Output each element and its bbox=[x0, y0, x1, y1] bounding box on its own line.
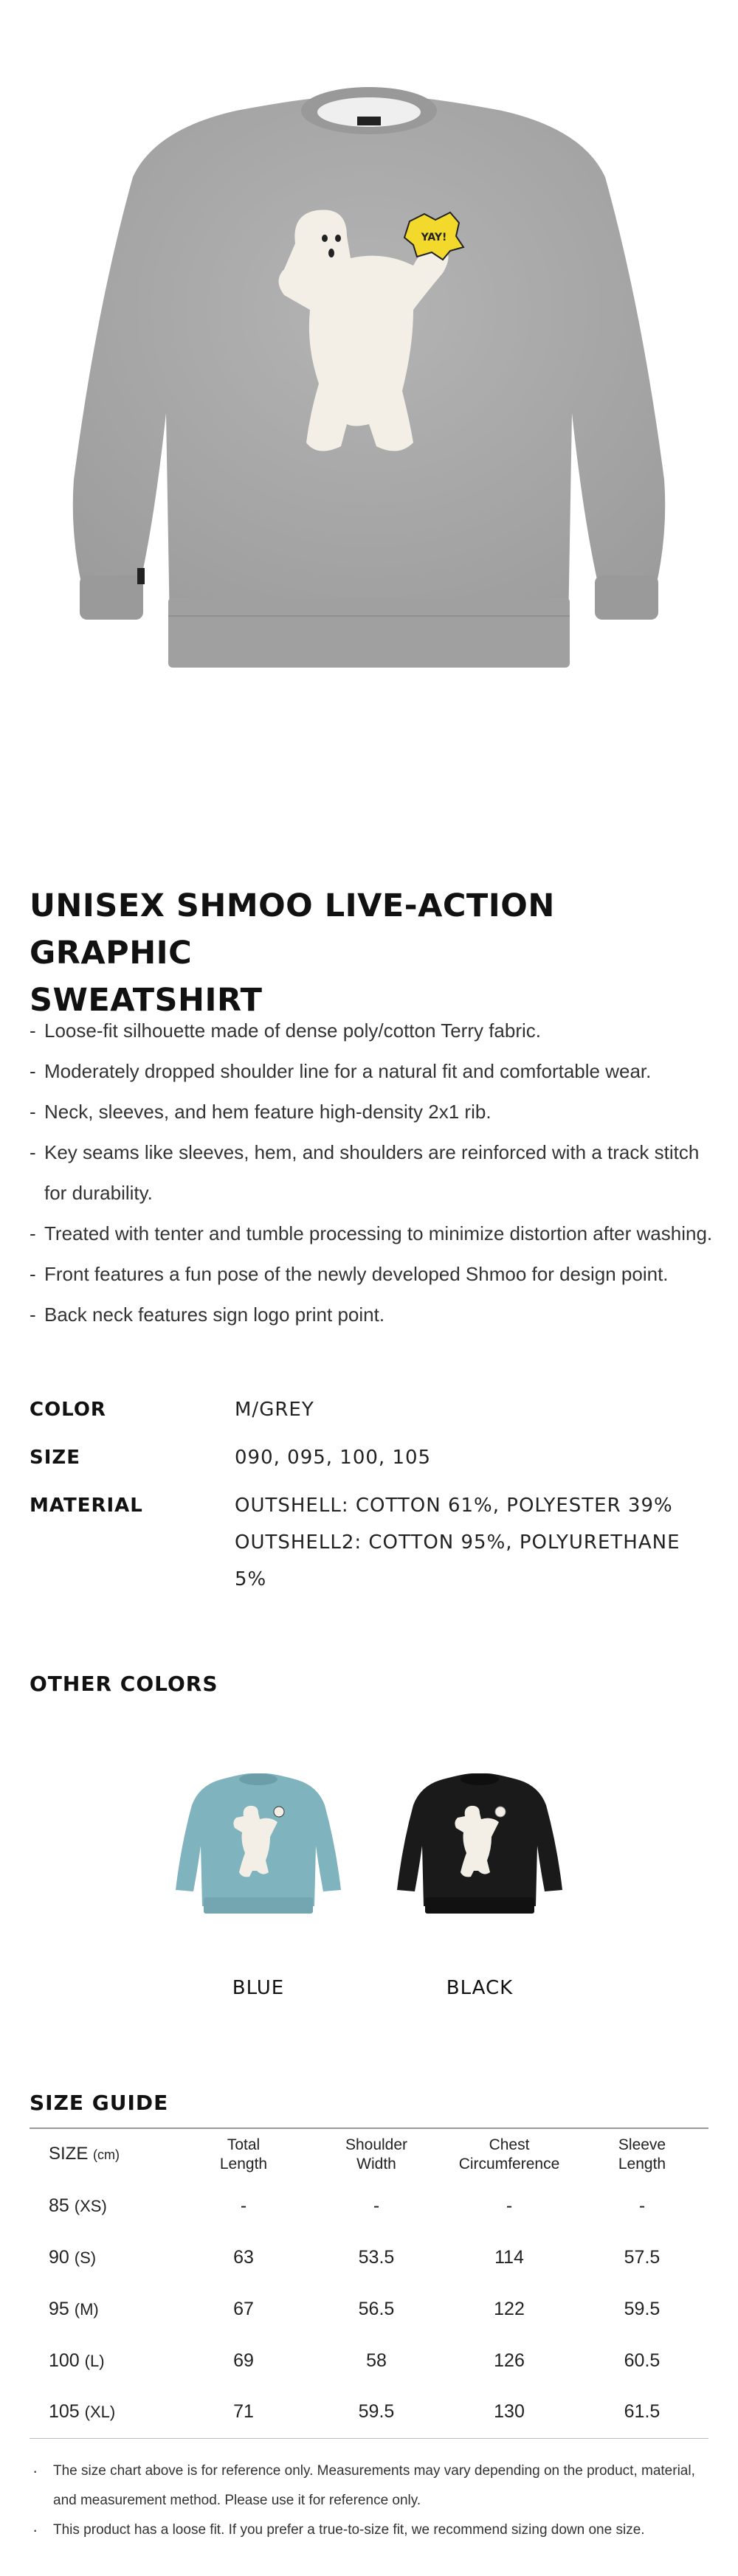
column-header-size: SIZE (cm) bbox=[49, 2144, 120, 2164]
material-line: OUTSHELL2: COTTON 95%, POLYURETHANE 5% bbox=[235, 1531, 680, 1590]
material-line: OUTSHELL: COTTON 61%, POLYESTER 39% bbox=[235, 1495, 673, 1517]
spec-label: SIZE bbox=[30, 1447, 81, 1469]
table-cell: 67 bbox=[233, 2298, 254, 2319]
table-cell: 63 bbox=[233, 2246, 254, 2268]
table-cell: 53.5 bbox=[358, 2246, 395, 2268]
spec-value bbox=[235, 1487, 708, 1598]
table-cell: 122 bbox=[494, 2298, 525, 2319]
size-cell: 105 (XL) bbox=[49, 2401, 116, 2423]
column-header: Shoulder Width bbox=[345, 2136, 408, 2172]
table-cell: 114 bbox=[494, 2246, 524, 2268]
feature-item: - Key seams like sleeves, hem, and shoulders are reinforced with a track stitch for durability. bbox=[30, 1132, 716, 1213]
size-cell: 85 (XS) bbox=[49, 2195, 107, 2216]
feature-item: - Moderately dropped shoulder line for a natural fit and comfortable wear. bbox=[30, 1051, 716, 1092]
table-cell: 59.5 bbox=[624, 2298, 661, 2319]
size-cell: 90 (S) bbox=[49, 2246, 97, 2268]
table-cell: 56.5 bbox=[358, 2298, 395, 2319]
table-row bbox=[30, 2283, 708, 2335]
swatch-label-blue[interactable]: BLUE bbox=[232, 1977, 285, 1999]
table-row bbox=[30, 2335, 708, 2386]
feature-item: - Loose-fit silhouette made of dense poly/cotton Terry fabric. bbox=[30, 1011, 716, 1051]
column-header: Chest Circumference bbox=[458, 2136, 560, 2172]
spec-value: 090, 095, 100, 105 bbox=[235, 1447, 432, 1469]
spec-value: M/GREY bbox=[235, 1399, 314, 1421]
spec-label: MATERIAL bbox=[30, 1495, 143, 1517]
product-hero-image bbox=[0, 0, 738, 804]
table-cell: - bbox=[506, 2195, 513, 2216]
feature-item: - Treated with tenter and tumble processing to minimize distortion after washing. bbox=[30, 1213, 716, 1254]
feature-list bbox=[30, 1011, 716, 1335]
size-cell: 100 (L) bbox=[49, 2350, 105, 2371]
feature-item: - Neck, sleeves, and hem feature high-density 2x1 rib. bbox=[30, 1092, 716, 1132]
feature-item: - Front features a fun pose of the newly developed Shmoo for design point. bbox=[30, 1254, 716, 1295]
table-cell: 59.5 bbox=[358, 2401, 395, 2423]
table-cell: 57.5 bbox=[624, 2246, 661, 2268]
table-cell: - bbox=[240, 2195, 247, 2216]
product-title bbox=[30, 882, 708, 1024]
size-cell: 95 (M) bbox=[49, 2298, 99, 2319]
table-row bbox=[30, 2232, 708, 2283]
table-cell: 126 bbox=[494, 2350, 525, 2371]
sweatshirt-blue-icon[interactable] bbox=[148, 1735, 369, 1956]
table-cell: 60.5 bbox=[624, 2350, 661, 2371]
feature-item: - Back neck features sign logo print point. bbox=[30, 1295, 716, 1335]
swatch-label-black[interactable]: BLACK bbox=[446, 1977, 514, 1999]
table-row bbox=[30, 2180, 708, 2232]
table-cell: 130 bbox=[494, 2401, 525, 2423]
table-row bbox=[30, 2386, 708, 2438]
column-header: Total Length bbox=[219, 2136, 268, 2172]
sweatshirt-black-icon[interactable] bbox=[369, 1735, 590, 1956]
table-cell: 71 bbox=[233, 2401, 254, 2423]
spec-label: COLOR bbox=[30, 1399, 106, 1421]
product-title-line2: SWEATSHIRT bbox=[30, 982, 263, 1019]
size-guide-table bbox=[30, 2127, 708, 2439]
grey-sweatshirt-illustration bbox=[0, 0, 738, 804]
size-guide-notes bbox=[30, 2456, 716, 2545]
note-item: · The size chart above is for reference only. Measurements may vary depending on the product, material, and measurement method. Please use it for reference only. bbox=[30, 2456, 716, 2516]
svg-text:YAY!: YAY! bbox=[421, 232, 447, 243]
size-guide-heading: SIZE GUIDE bbox=[30, 2091, 169, 2115]
table-cell: 69 bbox=[233, 2350, 254, 2371]
column-header: Sleeve Length bbox=[618, 2136, 666, 2172]
table-cell: - bbox=[373, 2195, 380, 2216]
table-cell: 58 bbox=[366, 2350, 387, 2371]
table-cell: - bbox=[638, 2195, 646, 2216]
product-title-line1: UNISEX SHMOO LIVE-ACTION GRAPHIC bbox=[30, 887, 555, 972]
note-item: · This product has a loose fit. If you prefer a true-to-size fit, we recommend sizing down one size. bbox=[30, 2516, 716, 2545]
table-header-row bbox=[30, 2128, 708, 2180]
table-cell: 61.5 bbox=[624, 2401, 661, 2423]
other-colors-heading: OTHER COLORS bbox=[30, 1672, 218, 1696]
